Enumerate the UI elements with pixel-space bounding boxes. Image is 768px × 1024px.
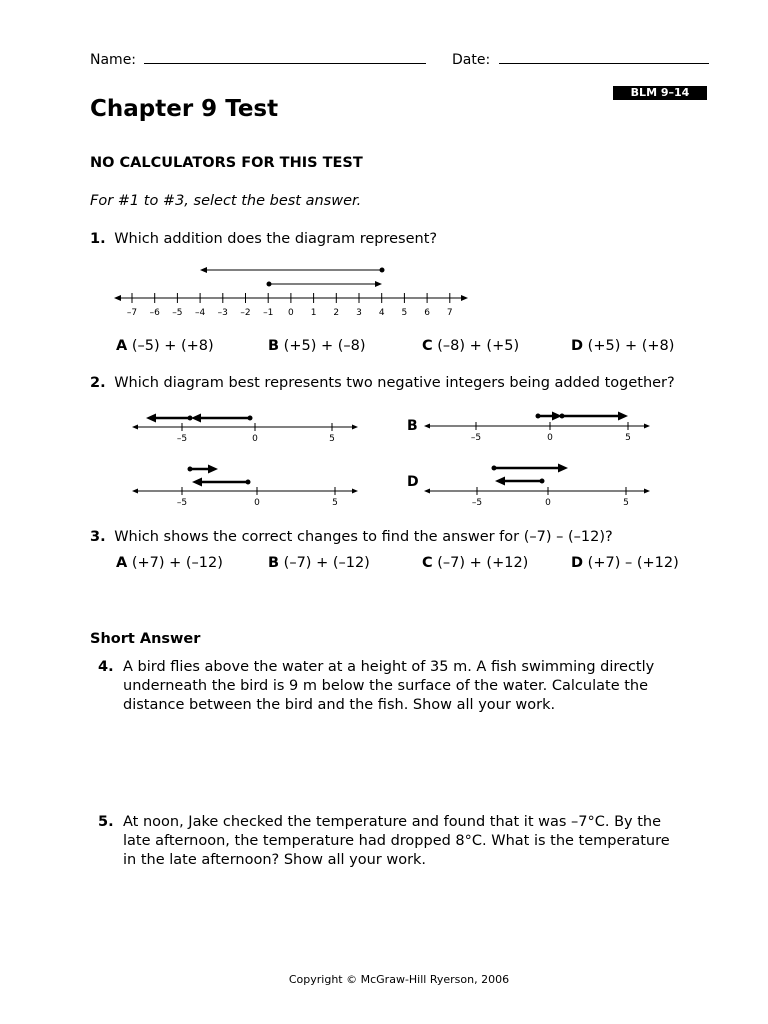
tick-label: –3 <box>217 308 228 318</box>
tick-label: 1 <box>310 308 317 318</box>
question-5-text <box>123 813 723 870</box>
q2-diagram-c[interactable] <box>128 462 363 510</box>
tick-label: –5 <box>176 434 188 444</box>
date-label: Date: <box>452 52 491 68</box>
tick-label: 3 <box>356 308 362 318</box>
q5-line: late afternoon, the temperature had dropped 8°C. What is the temperature <box>123 833 670 849</box>
q3-option-d[interactable]: D (+7) – (+12) <box>571 555 679 571</box>
question-5-number: 5. <box>98 814 114 830</box>
tick-label: –1 <box>263 308 274 318</box>
q2-diagram-d[interactable] <box>420 460 655 508</box>
tick-label: 0 <box>254 498 260 508</box>
q2-label-b: B <box>407 418 418 434</box>
question-2 <box>90 375 675 391</box>
question-3 <box>90 529 613 545</box>
q3-option-a[interactable]: A (+7) + (–12) <box>116 555 223 571</box>
tick-label: –5 <box>172 308 183 318</box>
tick-label: –5 <box>470 433 482 443</box>
question-1 <box>90 231 437 247</box>
q1-option-a[interactable]: A (–5) + (+8) <box>116 338 214 354</box>
q3-option-c[interactable]: C (–7) + (+12) <box>422 555 529 571</box>
instruction: For #1 to #3, select the best answer. <box>90 193 362 209</box>
date-blank[interactable] <box>499 49 709 64</box>
q1-number-line-diagram <box>110 258 480 322</box>
tick-label: 4 <box>378 308 385 318</box>
question-number: 2. <box>90 375 106 391</box>
question-text: Which addition does the diagram represent? <box>114 231 438 247</box>
tick-label: 5 <box>332 498 338 508</box>
no-calculators-notice: NO CALCULATORS FOR THIS TEST <box>90 155 363 171</box>
q1-arrow-short <box>267 281 383 287</box>
tick-label: 0 <box>547 433 553 443</box>
tick-label: 6 <box>424 308 430 318</box>
question-number: 3. <box>90 529 106 545</box>
tick-label: 2 <box>333 308 340 318</box>
tick-label: 7 <box>446 308 453 318</box>
tick-label: 5 <box>401 308 408 318</box>
question-text: Which shows the correct changes to find the answer for (–7) – (–12)? <box>114 529 613 545</box>
date-field[interactable] <box>452 49 709 68</box>
page-title: Chapter 9 Test <box>90 96 279 122</box>
question-4-number: 4. <box>98 659 114 675</box>
tick-label: 0 <box>252 434 258 444</box>
q1-arrow-long <box>200 267 385 273</box>
question-number: 1. <box>90 231 106 247</box>
tick-label: –5 <box>176 498 188 508</box>
tick-label: –7 <box>126 308 138 318</box>
tick-label: 0 <box>288 308 294 318</box>
q5-line: in the late afternoon? Show all your work. <box>123 852 427 868</box>
question-4-text <box>123 658 723 715</box>
copyright-footer: Copyright © McGraw-Hill Ryerson, 2006 <box>288 973 510 986</box>
q4-line: underneath the bird is 9 m below the surface of the water. Calculate the <box>123 678 649 694</box>
q1-option-b[interactable]: B (+5) + (–8) <box>268 338 366 354</box>
tick-label: 5 <box>623 498 629 508</box>
q5-line: At noon, Jake checked the temperature and found that it was –7°C. By the <box>123 814 662 830</box>
name-field[interactable] <box>90 49 426 68</box>
name-blank[interactable] <box>144 49 426 64</box>
q4-line: distance between the bird and the fish. Show all your work. <box>123 697 556 713</box>
question-text: Which diagram best represents two negative integers being added together? <box>114 375 675 391</box>
tick-label: 5 <box>329 434 335 444</box>
tick-label: –6 <box>149 308 160 318</box>
q3-option-b[interactable]: B (–7) + (–12) <box>268 555 370 571</box>
blm-badge: BLM 9–14 <box>613 86 707 100</box>
tick-label: –2 <box>240 308 251 318</box>
q1-option-d[interactable]: D (+5) + (+8) <box>571 338 675 354</box>
q2-diagram-a[interactable] <box>128 408 363 448</box>
q4-line: A bird flies above the water at a height of 35 m. A fish swimming directly <box>123 659 655 675</box>
tick-label: –5 <box>471 498 483 508</box>
tick-label: 5 <box>625 433 631 443</box>
tick-label: –4 <box>194 308 206 318</box>
name-label: Name: <box>90 52 137 68</box>
q1-option-c[interactable]: C (–8) + (+5) <box>422 338 520 354</box>
q2-diagram-b[interactable] <box>420 406 655 446</box>
q1-number-line <box>114 293 468 318</box>
tick-label: 0 <box>545 498 551 508</box>
q2-label-d: D <box>407 474 419 490</box>
short-answer-heading: Short Answer <box>90 631 201 647</box>
